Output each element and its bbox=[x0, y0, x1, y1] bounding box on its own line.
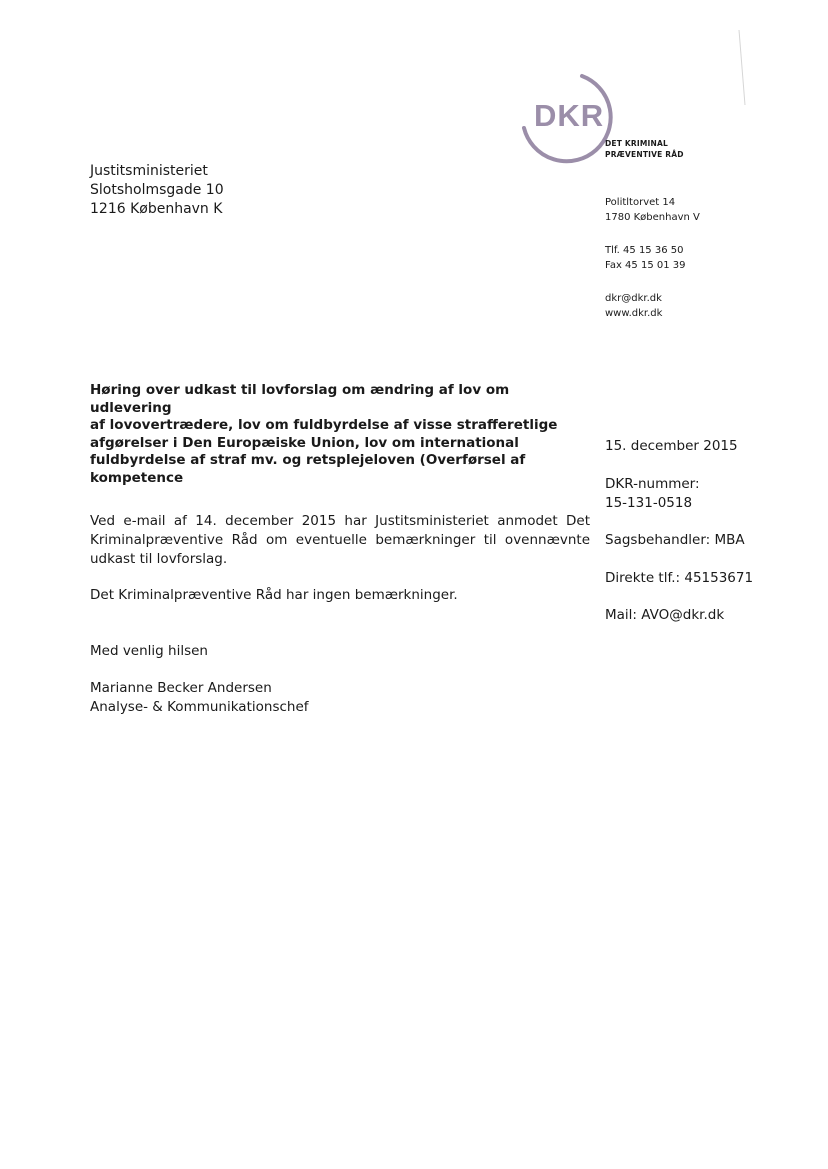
sender-web: www.dkr.dk bbox=[605, 308, 663, 319]
subject-line: Høring over udkast til lovforslag om ændring af lov om udlevering bbox=[90, 382, 510, 416]
closing-greeting: Med venlig hilsen bbox=[90, 643, 208, 659]
sender-city: 1780 København V bbox=[605, 212, 700, 223]
letter-date: 15. december 2015 bbox=[605, 438, 738, 454]
case-number-label: DKR-nummer: bbox=[605, 476, 700, 492]
subject-line: kompetence bbox=[90, 469, 184, 486]
body-line: Kriminalpræventive Råd om eventuelle bemærkninger til ovennævnte bbox=[90, 532, 590, 548]
subject-line: fuldbyrdelse af straf mv. og retsplejeloven (Overførsel af bbox=[90, 452, 526, 468]
signature-block bbox=[90, 679, 590, 717]
direct-phone: Direkte tlf.: 45153671 bbox=[605, 570, 754, 586]
sender-email: dkr@dkr.dk bbox=[605, 293, 662, 304]
body-line: udkast til lovforslag. bbox=[90, 551, 228, 567]
subject-line: af lovovertrædere, lov om fuldbyrdelse af visse strafferetlige bbox=[90, 417, 558, 433]
subject-line: afgørelser i Den Europæiske Union, lov om international bbox=[90, 434, 519, 451]
contact-mail: Mail: AVO@dkr.dk bbox=[605, 607, 725, 623]
body-paragraph-2: Det Kriminalpræventive Råd har ingen bemærkninger. bbox=[90, 587, 458, 603]
sender-street: Politltorvet 14 bbox=[605, 197, 676, 208]
recipient-address bbox=[90, 162, 224, 219]
sender-phone: Tlf. 45 15 36 50 bbox=[605, 245, 684, 256]
logo-subtitle bbox=[605, 138, 684, 160]
case-number-block bbox=[605, 475, 700, 513]
scan-artifact bbox=[738, 30, 746, 105]
case-number-value: 15-131-0518 bbox=[605, 495, 693, 511]
body-paragraph-1 bbox=[90, 512, 590, 569]
body-line: Ved e-mail af 14. december 2015 har Justitsministeriet anmodet Det bbox=[90, 513, 590, 529]
recipient-street: Slotsholmsgade 10 bbox=[90, 182, 224, 198]
recipient-city: 1216 København K bbox=[90, 201, 223, 217]
case-handler: Sagsbehandler: MBA bbox=[605, 532, 745, 548]
logo-text: DKR bbox=[534, 98, 605, 133]
signer-title: Analyse- & Kommunikationschef bbox=[90, 699, 309, 715]
logo-subtitle-line2: PRÆVENTIVE RÅD bbox=[605, 150, 684, 159]
signer-name: Marianne Becker Andersen bbox=[90, 680, 272, 696]
sender-fax: Fax 45 15 01 39 bbox=[605, 260, 686, 271]
letter-subject bbox=[90, 382, 590, 487]
sender-contact bbox=[605, 195, 700, 321]
logo-subtitle-line1: DET KRIMINAL bbox=[605, 139, 668, 148]
recipient-name: Justitsministeriet bbox=[90, 163, 208, 179]
